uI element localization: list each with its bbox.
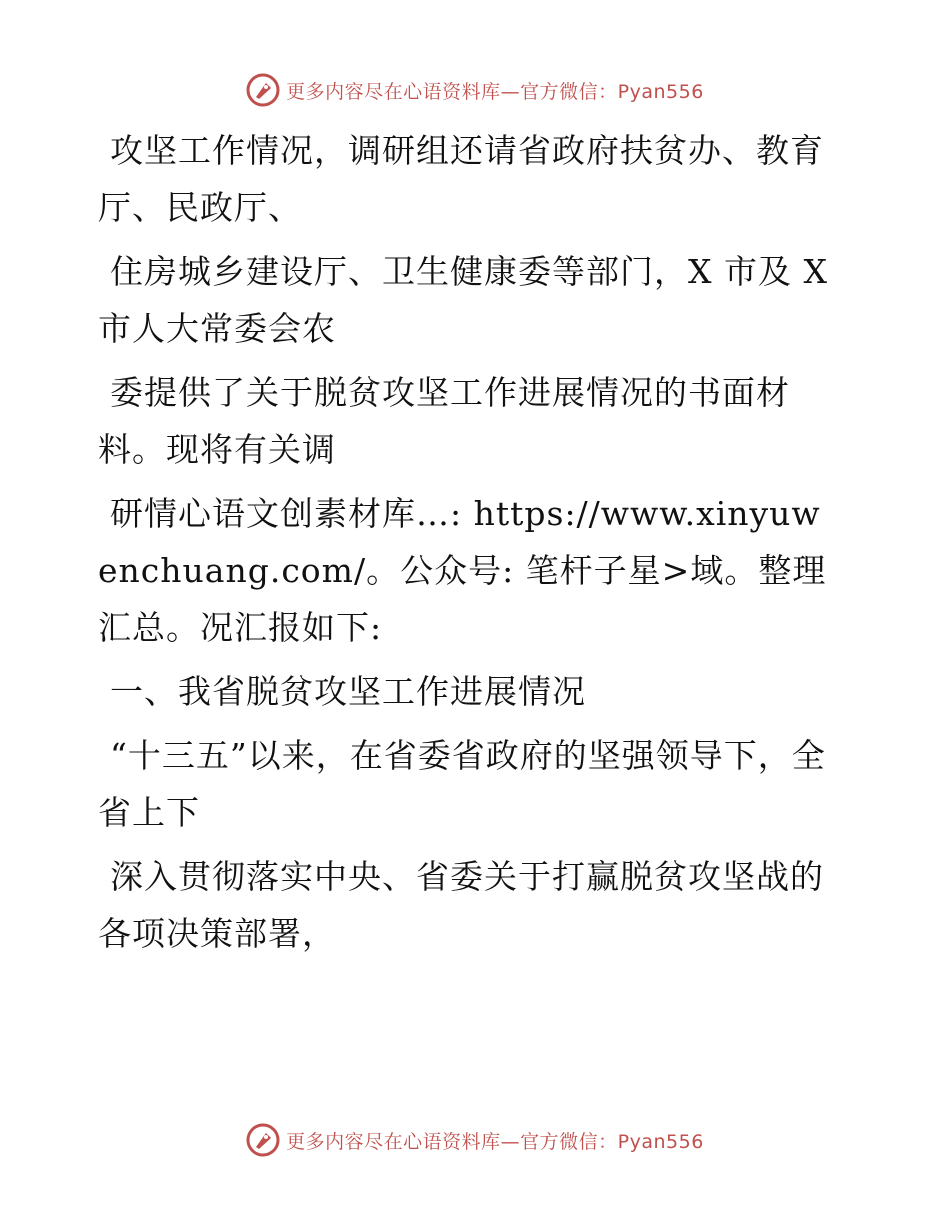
footer-banner — [0, 1120, 950, 1160]
paragraph-4: 研情心语文创素材库…: https://www.xinyuwenchuang.com/。公众号: 笔杆子星>域。整理汇总。况汇报如下: — [98, 494, 827, 647]
section-heading: 一、我省脱贫攻坚工作进展情况 — [110, 672, 586, 711]
paragraph-6: 深入贯彻落实中央、省委关于打赢脱贫攻坚战的各项决策部署， — [98, 857, 824, 953]
pen-nib-logo-icon — [246, 1123, 280, 1157]
document-body — [98, 122, 838, 969]
paragraph-2: 住房城乡建设厅、卫生健康委等部门，X 市及 X 市人大常委会农 — [98, 252, 828, 348]
paragraph-3: 委提供了关于脱贫攻坚工作进展情况的书面材料。现将有关调 — [98, 373, 790, 469]
footer-banner-text: 更多内容尽在心语资料库—官方微信：Pyan556 — [286, 1130, 704, 1153]
pen-nib-logo-icon — [246, 73, 280, 107]
header-banner — [0, 70, 950, 110]
header-banner-text: 更多内容尽在心语资料库—官方微信：Pyan556 — [286, 80, 704, 103]
paragraph-5: “十三五”以来，在省委省政府的坚强领导下，全省上下 — [98, 736, 826, 832]
paragraph-1: 攻坚工作情况，调研组还请省政府扶贫办、教育厅、民政厅、 — [98, 131, 824, 227]
